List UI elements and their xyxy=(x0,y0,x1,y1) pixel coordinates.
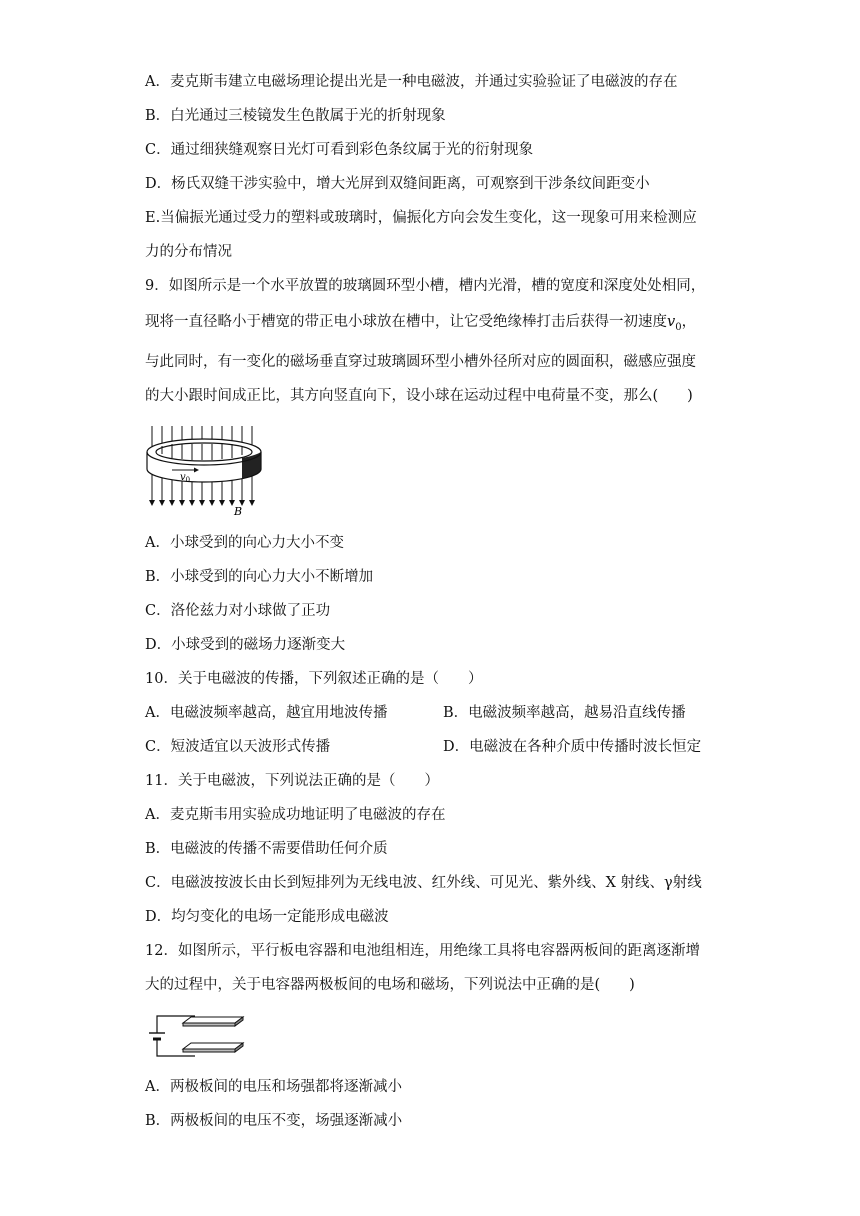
q12-option-a: A．两极板间的电压和场强都将逐渐减小 xyxy=(145,1079,402,1095)
v-letter: v xyxy=(667,314,676,330)
q10-option-a: A．电磁波频率越高，越宜用地波传播 xyxy=(145,705,388,721)
q8-option-d: D．杨氏双缝干涉实验中，增大光屏到双缝间距离，可观察到干涉条纹间距变小 xyxy=(145,176,650,192)
q8-option-a: A．麦克斯韦建立电磁场理论提出光是一种电磁波，并通过实验验证了电磁波的存在 xyxy=(145,74,678,90)
q11-option-b: B．电磁波的传播不需要借助任何介质 xyxy=(145,841,388,857)
velocity-label: $v_0$ xyxy=(180,472,191,484)
q9-option-b: B．小球受到的向心力大小不断增加 xyxy=(145,569,374,585)
q10-option-d: D．电磁波在各种介质中传播时波长恒定 xyxy=(443,739,702,755)
q11-option-d: D．均匀变化的电场一定能形成电磁波 xyxy=(145,909,389,925)
q10-option-c: C．短波适宜以天波形式传播 xyxy=(145,739,331,755)
field-label-b: B xyxy=(234,505,243,516)
capacitor-plates xyxy=(183,1017,243,1052)
q12-option-b: B．两极板间的电压不变，场强逐渐减小 xyxy=(145,1113,403,1129)
q9-stem-line2 xyxy=(145,312,696,338)
capacitor-circuit-figure xyxy=(143,1008,248,1064)
q10-row1 xyxy=(145,703,686,723)
q11-stem: 11．关于电磁波，下列说法正确的是（ ） xyxy=(145,773,439,789)
q9-stem-line2-end: ， xyxy=(681,314,697,330)
q9-option-d: D．小球受到的磁场力逐渐变大 xyxy=(145,637,346,653)
q12-stem-line2: 大的过程中，关于电容器两极板间的电场和磁场，下列说法中正确的是( ) xyxy=(145,977,635,993)
q9-option-c: C．洛伦兹力对小球做了正功 xyxy=(145,603,331,619)
q9-stem-line2-text: 现将一直径略小于槽宽的带正电小球放在槽中，让它受绝缘棒打击后获得一初速度 xyxy=(145,314,667,330)
q8-option-b: B．白光通过三棱镜发生色散属于光的折射现象 xyxy=(145,108,446,124)
initial-velocity-symbol xyxy=(667,314,682,333)
q8-option-e-line1: E.当偏振光通过受力的塑料或玻璃时，偏振化方向会发生变化，这一现象可用来检测应 xyxy=(145,210,697,226)
q9-stem-line3: 与此同时，有一变化的磁场垂直穿过玻璃圆环型小槽外径所对应的圆面积，磁感应强度 xyxy=(145,354,696,370)
battery-icon xyxy=(149,1033,165,1039)
q8-option-c: C．通过细狭缝观察日光灯可看到彩色条纹属于光的衍射现象 xyxy=(145,142,534,158)
q10-option-b: B．电磁波频率越高，越易沿直线传播 xyxy=(443,705,686,721)
ring-groove-figure xyxy=(142,424,272,516)
q12-stem-line1: 12．如图所示，平行板电容器和电池组相连，用绝缘工具将电容器两板间的距离逐渐增 xyxy=(145,943,700,959)
q11-option-c: C．电磁波按波长由长到短排列为无线电波、红外线、可见光、紫外线、X 射线、γ射线 xyxy=(145,875,702,891)
q9-option-a: A．小球受到的向心力大小不变 xyxy=(145,535,344,551)
q8-option-e-line2: 力的分布情况 xyxy=(145,244,232,260)
q11-option-a: A．麦克斯韦用实验成功地证明了电磁波的存在 xyxy=(145,807,446,823)
v-subscript: 0 xyxy=(675,321,682,333)
q9-stem-line1: 9．如图所示是一个水平放置的玻璃圆环型小槽，槽内光滑，槽的宽度和深度处处相同， xyxy=(145,278,706,294)
q10-row2 xyxy=(145,737,702,757)
q9-stem-line4: 的大小跟时间成正比，其方向竖直向下，设小球在运动过程中电荷量不变，那么( ) xyxy=(145,388,693,404)
q10-stem: 10．关于电磁波的传播，下列叙述正确的是（ ） xyxy=(145,671,483,687)
